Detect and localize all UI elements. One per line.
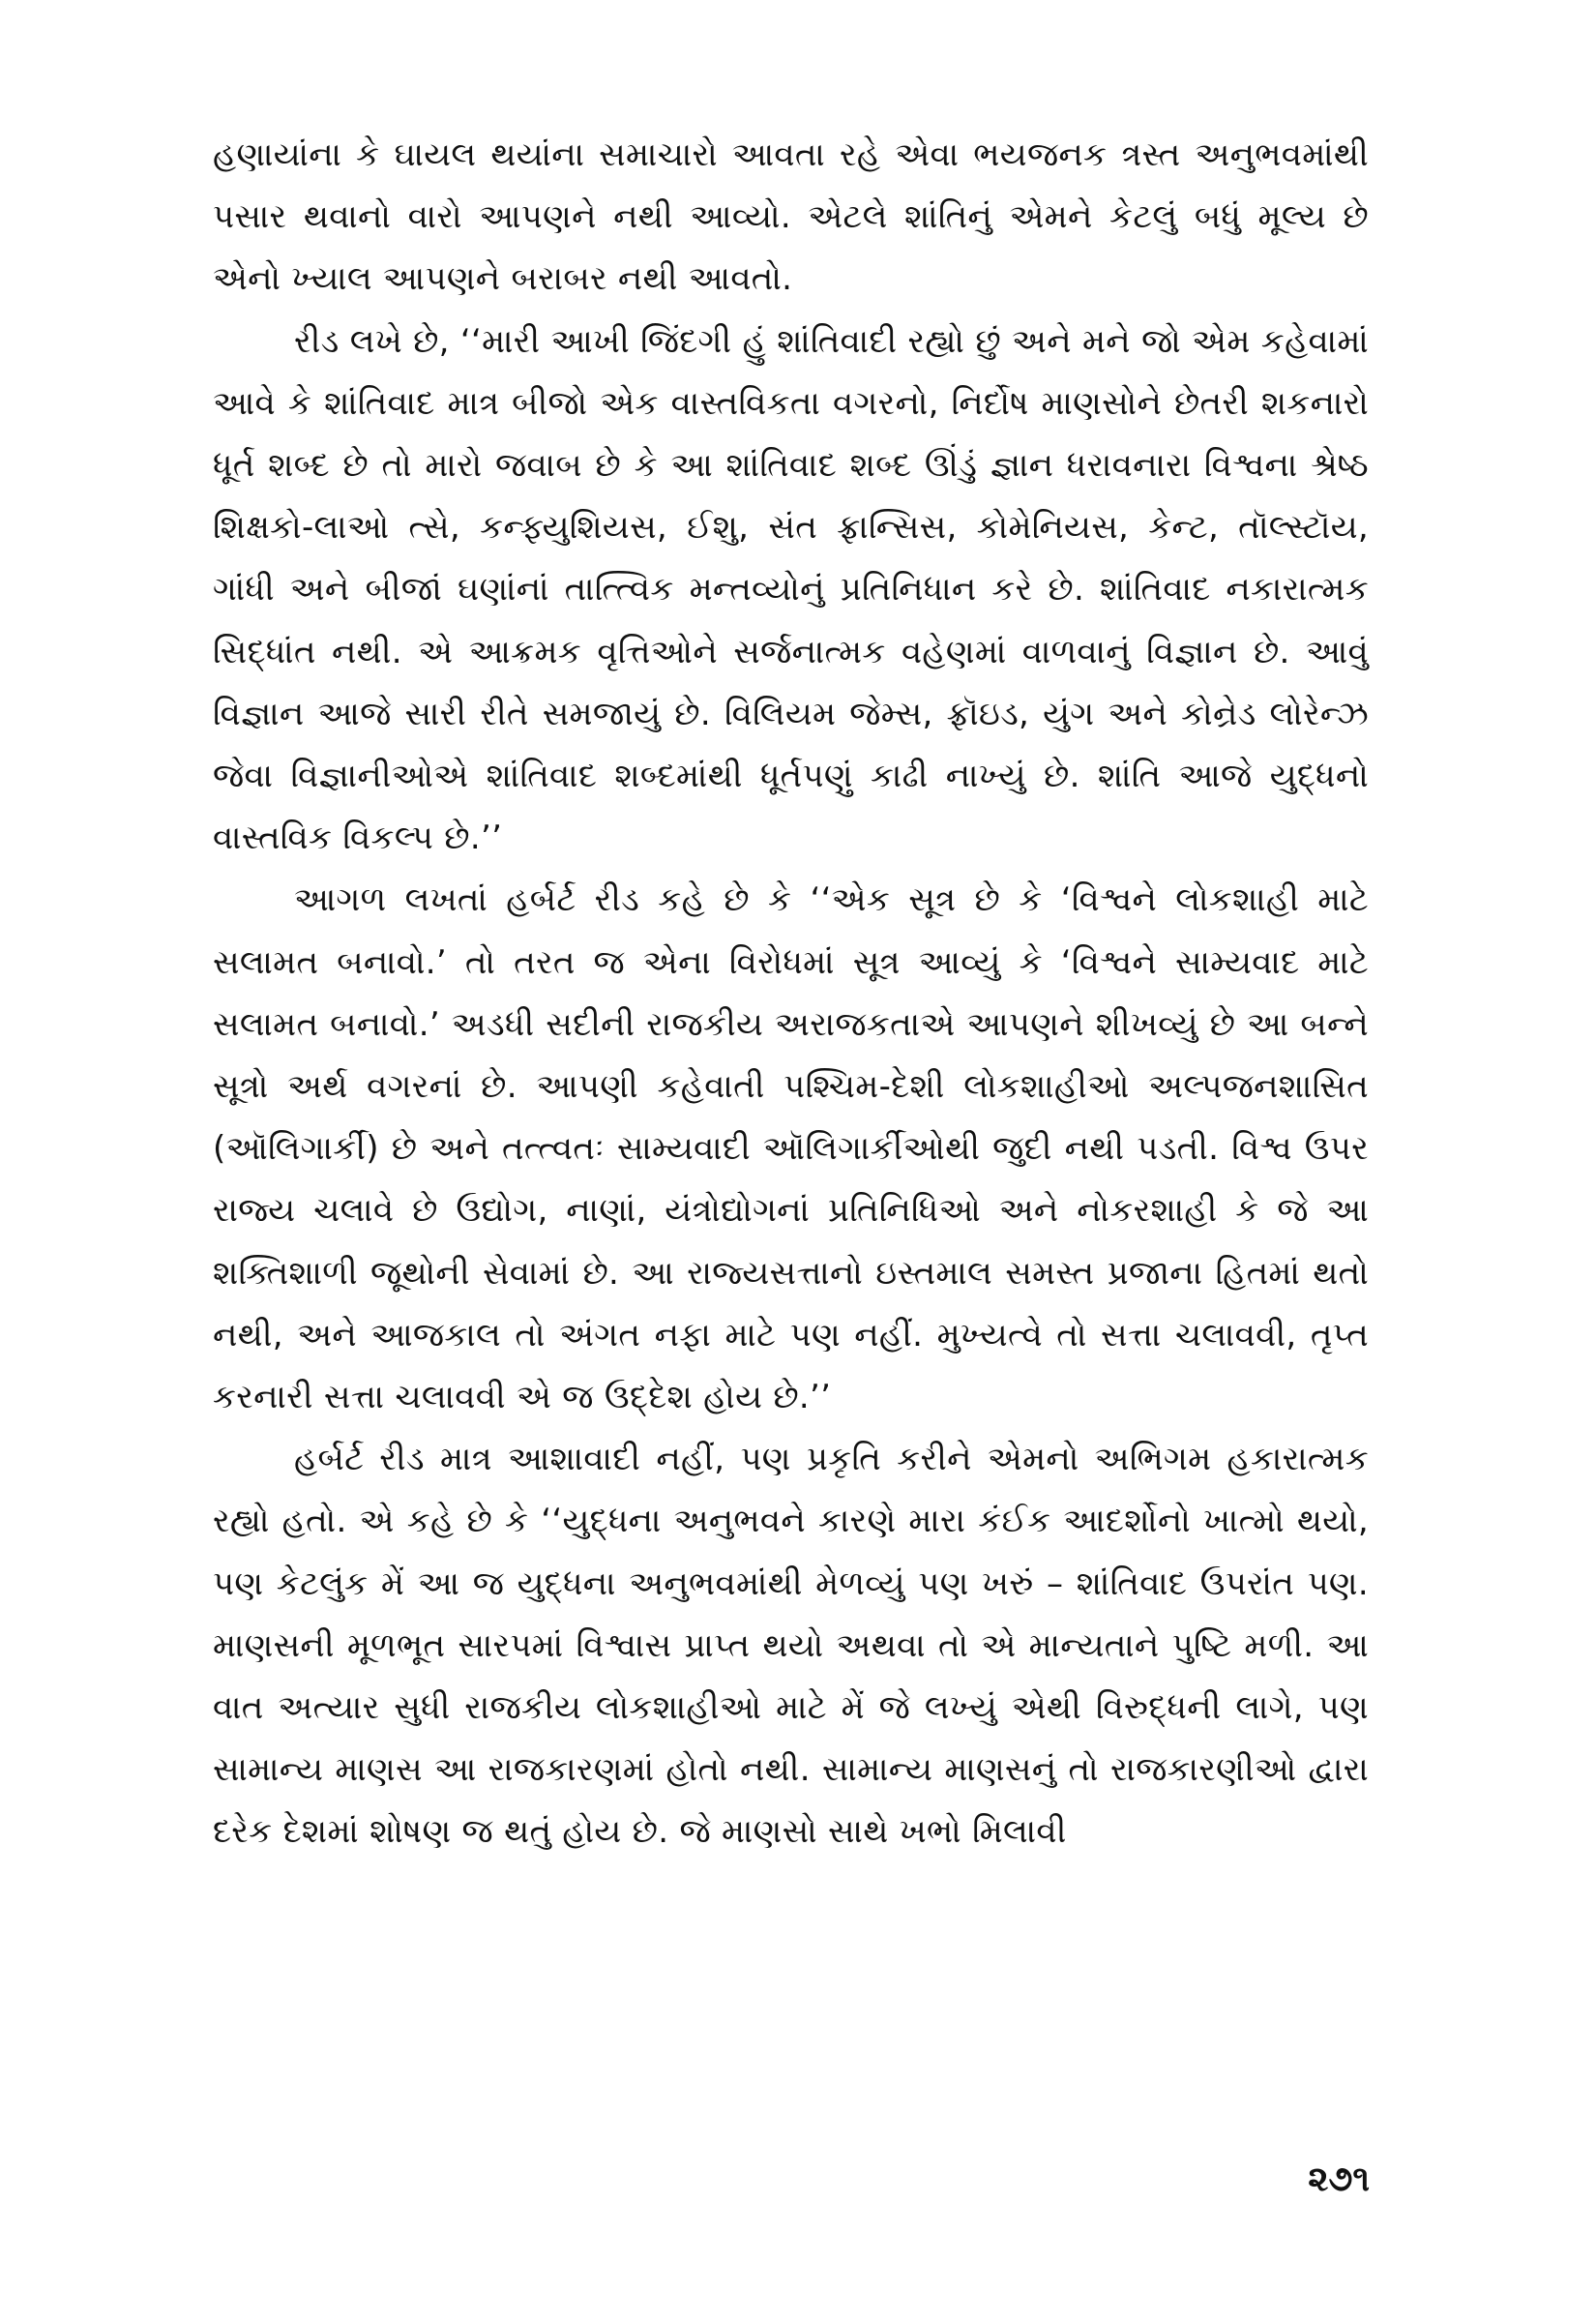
page-number: ૨૭૧ [1308,2159,1370,2199]
paragraph-2: રીડ લખે છે, ‘‘મારી આખી જિંદગી હું શાંતિવાદી રહ્યો છું અને મને જો એમ કહેવામાં આવે કે શાંતિવાદ માત્ર બીજો એક વાસ્તવિકતા વગરનો, નિર્દોષ માણસોને છેતરી શકનારો ધૂર્ત શબ્દ છે તો મારો જવાબ છે કે આ શાંતિવાદ શબ્દ ઊંડું જ્ઞાન ધરાવનારા વિશ્વના શ્રેષ્ઠ શિક્ષકો-લાઓ ત્સે, કન્ફ્યુશિયસ, ઈશુ, સંત ફ્રાન્સિસ, કોમેનિયસ, કેન્ટ, તૉલ્સ્ટૉય, ગાંધી અને બીજાં ઘણાંનાં તાત્ત્વિક મન્તવ્યોનું પ્રતિનિધાન કરે છે. શાંતિવાદ નકારાત્મક સિદ્ધાંત નથી. એ આક્રમક વૃત્તિઓને સર્જનાત્મક વહેણમાં વાળવાનું વિજ્ઞાન છે. આવું વિજ્ઞાન આજે સારી રીતે સમજાયું છે. વિલિયમ જેમ્સ, ફ્રૉઇડ, યુંગ અને કોન્રેડ લોરેન્ઝ જેવા વિજ્ઞાનીઓએ શાંતિવાદ શબ્દમાંથી ધૂર્તપણું કાઢી નાખ્યું છે. શાંતિ આજે યુદ્ધનો વાસ્તવિક વિકલ્પ છે.’’ [213,321,1369,858]
paragraph-1: હણાયાંના કે ઘાયલ થયાંના સમાચારો આવતા રહે એવા ભયજનક ત્રસ્ત અનુભવમાંથી પસાર થવાનો વારો આપણને નથી આવ્યો. એટલે શાંતિનું એમને કેટલું બધું મૂલ્ય છે એનો ખ્યાલ આપણને બરાબર નથી આવતો. [213,135,1369,299]
body-text [213,124,1369,1863]
paragraph-3: આગળ લખતાં હર્બર્ટ રીડ કહે છે કે ‘‘એક સૂત્ર છે કે ‘વિશ્વને લોકશાહી માટે સલામત બનાવો.’ તો તરત જ એના વિરોધમાં સૂત્ર આવ્યું કે ‘વિશ્વને સામ્યવાદ માટે સલામત બનાવો.’ અડધી સદીની રાજકીય અરાજકતાએ આપણને શીખવ્યું છે આ બન્ને સૂત્રો અર્થ વગરનાં છે. આપણી કહેવાતી પશ્ચિમ-દેશી લોકશાહીઓ અલ્પજનશાસિત (ઑલિગાર્કી) છે અને તત્ત્વતઃ સામ્યવાદી ઑલિગાર્કીઓથી જુદી નથી પડતી. વિશ્વ ઉપર રાજ્ય ચલાવે છે ઉદ્યોગ, નાણાં, યંત્રોદ્યોગનાં પ્રતિનિધિઓ અને નોકરશાહી કે જે આ શક્તિશાળી જૂથોની સેવામાં છે. આ રાજ્યસત્તાનો ઇસ્તમાલ સમસ્ત પ્રજાના હિતમાં થતો નથી, અને આજકાલ તો અંગત નફા માટે પણ નહીં. મુખ્યત્વે તો સત્તા ચલાવવી, તૃપ્ત કરનારી સત્તા ચલાવવી એ જ ઉદ્દેશ હોય છે.’’ [213,880,1369,1417]
paragraph-4: હર્બર્ટ રીડ માત્ર આશાવાદી નહીં, પણ પ્રકૃતિ કરીને એમનો અભિગમ હકારાત્મક રહ્યો હતો. એ કહે છે કે ‘‘યુદ્ધના અનુભવને કારણે મારા કંઈક આદર્શોનો ખાત્મો થયો, પણ કેટલુંક મેં આ જ યુદ્ધના અનુભવમાંથી મેળવ્યું પણ ખરું – શાંતિવાદ ઉપરાંત પણ. માણસની મૂળભૂત સારપમાં વિશ્વાસ પ્રાપ્ત થયો અથવા તો એ માન્યતાને પુષ્ટિ મળી. આ વાત અત્યાર સુધી રાજકીય લોકશાહીઓ માટે મેં જે લખ્યું એથી વિરુદ્ધની લાગે, પણ સામાન્ય માણસ આ રાજકારણમાં હોતો નથી. સામાન્ય માણસનું તો રાજકારણીઓ દ્વારા દરેક દેશમાં શોષણ જ થતું હોય છે. જે માણસો સાથે ખભો મિલાવી [213,1440,1369,1852]
